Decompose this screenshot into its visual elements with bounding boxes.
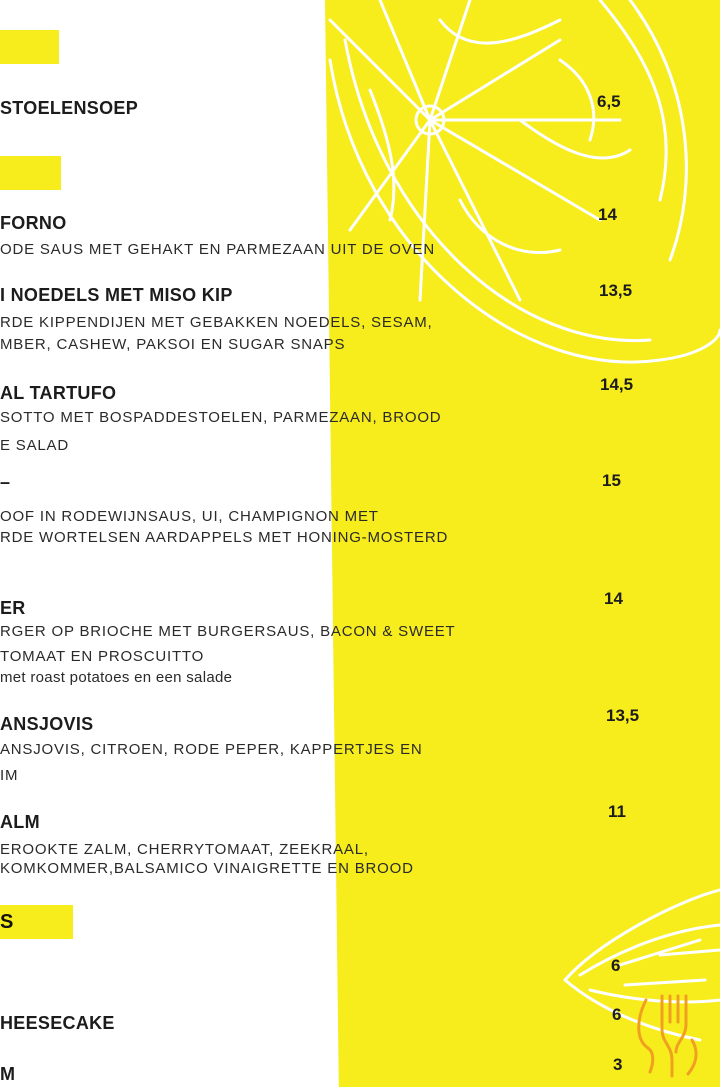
menu-item-price: 3 bbox=[613, 1055, 623, 1074]
section-mains-bar bbox=[0, 156, 61, 190]
menu-item-description: met roast potatoes en een salade bbox=[0, 669, 233, 686]
menu-item-price: 14 bbox=[598, 205, 617, 224]
menu-item-description: RGER OP BRIOCHE MET BURGERSAUS, BACON & SWEET bbox=[0, 623, 456, 640]
section-desserts-bar: S bbox=[0, 905, 73, 939]
menu-item-price: 6 bbox=[611, 956, 621, 975]
menu-item-description: OOF IN RODEWIJNSAUS, UI, CHAMPIGNON MET bbox=[0, 508, 379, 525]
menu-item-description: ANSJOVIS, CITROEN, RODE PEPER, KAPPERTJES EN bbox=[0, 741, 423, 758]
menu-item-title: ANSJOVIS bbox=[0, 714, 94, 734]
menu-item-price: 14,5 bbox=[600, 375, 634, 394]
menu-item-price: 13,5 bbox=[606, 706, 640, 725]
menu-item-description: IM bbox=[0, 767, 19, 784]
menu-item-price: 14 bbox=[604, 589, 623, 608]
menu-item-title: STOELENSOEP bbox=[0, 98, 139, 118]
menu-item-title: ER bbox=[0, 598, 26, 618]
menu-item-description: E SALAD bbox=[0, 437, 69, 454]
menu-item-description: SOTTO MET BOSPADDESTOELEN, PARMEZAAN, BROOD bbox=[0, 409, 442, 426]
menu-item-price: 13,5 bbox=[599, 281, 633, 300]
fork-logo-icon bbox=[632, 990, 704, 1080]
menu-item-title: ALM bbox=[0, 812, 40, 832]
menu-item-description: EROOKTE ZALM, CHERRYTOMAAT, ZEEKRAAL, bbox=[0, 841, 369, 858]
menu-item-price: 11 bbox=[608, 802, 626, 821]
menu-item-title: FORNO bbox=[0, 213, 67, 233]
menu-item-price: 6,5 bbox=[597, 92, 621, 111]
menu-item-title: M bbox=[0, 1064, 16, 1084]
section-soup-bar bbox=[0, 30, 59, 64]
menu-item-title: AL TARTUFO bbox=[0, 383, 117, 403]
menu-item-title: I NOEDELS MET MISO KIP bbox=[0, 285, 233, 305]
menu-item-description: RDE WORTELSEN AARDAPPELS MET HONING-MOSTERD bbox=[0, 529, 449, 546]
menu-item-price: 15 bbox=[602, 471, 621, 490]
menu-item-description: MBER, CASHEW, PAKSOI EN SUGAR SNAPS bbox=[0, 336, 346, 353]
menu-item-title: – bbox=[0, 472, 11, 492]
menu-item-description: RDE KIPPENDIJEN MET GEBAKKEN NOEDELS, SESAM, bbox=[0, 314, 433, 331]
menu-item-price: 6 bbox=[612, 1005, 622, 1024]
menu-item-description: KOMKOMMER,BALSAMICO VINAIGRETTE EN BROOD bbox=[0, 860, 414, 877]
menu-item-description: ODE SAUS MET GEHAKT EN PARMEZAAN UIT DE OVEN bbox=[0, 241, 435, 258]
menu-item-description: TOMAAT EN PROSCUITTO bbox=[0, 648, 205, 665]
menu-item-title: HEESECAKE bbox=[0, 1013, 115, 1033]
